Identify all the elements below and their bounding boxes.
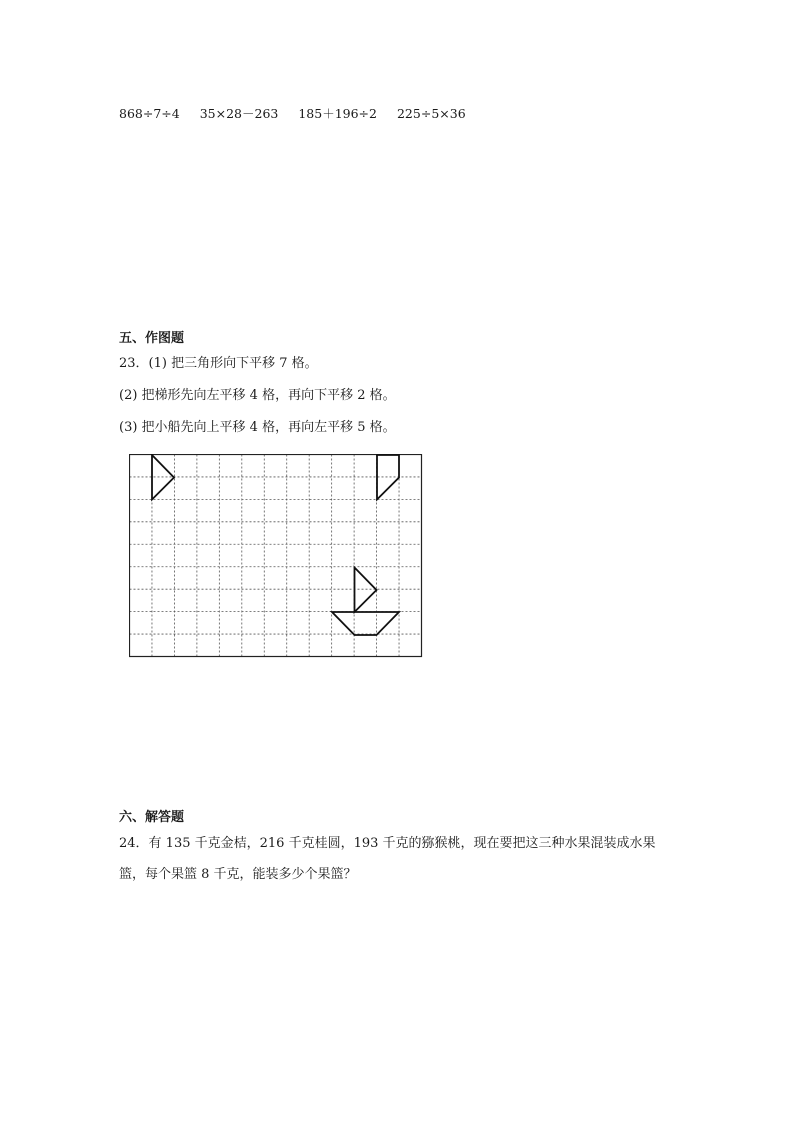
boat-hull (332, 612, 399, 635)
q24-line2: 篮，每个果篮 8 千克，能装多少个果篮？ (119, 867, 357, 882)
expression-2: 35×28－263 (199, 106, 279, 121)
q24-line1: 24．有 135 千克金桔，216 千克桂圆，193 千克的猕猴桃，现在要把这三种水果混装成水果 (119, 836, 656, 851)
calculation-row (119, 104, 466, 122)
boat-shape (332, 568, 399, 636)
expression-3: 185＋196÷2 (298, 106, 377, 121)
boat-sail (355, 568, 377, 613)
section6-heading: 六、解答题 (119, 810, 185, 825)
expression-1: 868÷7÷4 (119, 106, 180, 121)
q23-part1: 23．(1) 把三角形向下平移 7 格。 (119, 356, 318, 371)
section5-heading: 五、作图题 (119, 331, 185, 346)
q23-part2: (2) 把梯形先向左平移 4 格，再向下平移 2 格。 (119, 388, 396, 403)
trapezoid-shape (377, 455, 399, 500)
drawing-grid (129, 454, 423, 658)
q23-part3: (3) 把小船先向上平移 4 格，再向左平移 5 格。 (119, 420, 396, 435)
expression-4: 225÷5×36 (396, 106, 466, 121)
